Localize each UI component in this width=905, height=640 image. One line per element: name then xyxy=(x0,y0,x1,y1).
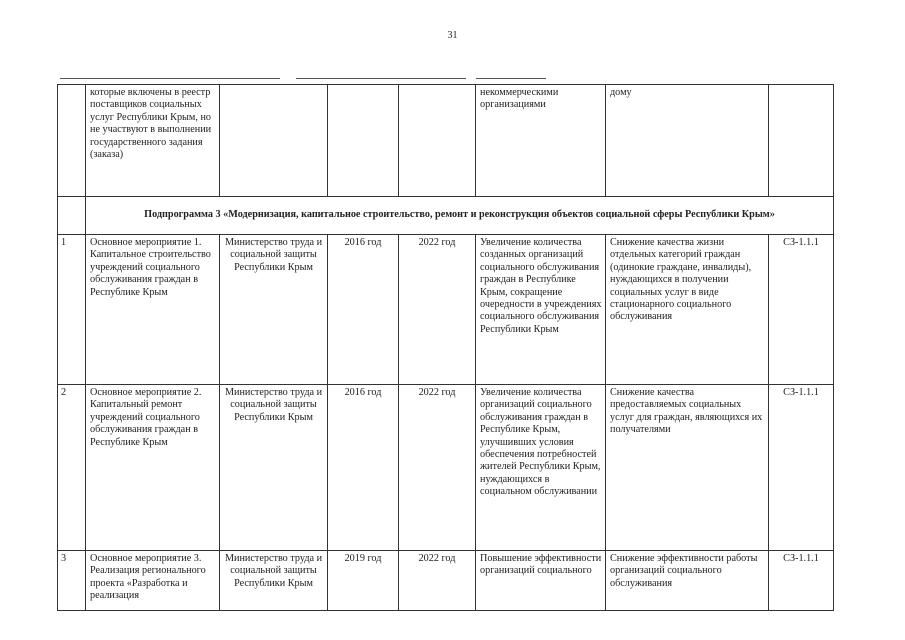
cell-event: Основное мероприятие 2. Капитальный ремонт учреждений социального обслуживания граждан в Республике Крым xyxy=(86,385,220,551)
subprogram-heading-row xyxy=(58,197,834,235)
cell-event: Основное мероприятие 3. Реализация регионального проекта «Разработка и реализация xyxy=(86,551,220,611)
cell-executor: Министерство труда и социальной защиты Республики Крым xyxy=(220,551,328,611)
cell-indicator xyxy=(769,85,834,197)
cell-indicator: СЗ-1.1.1 xyxy=(769,385,834,551)
cell-result: некоммерческими организациями xyxy=(476,85,606,197)
cell-indicator: СЗ-1.1.1 xyxy=(769,235,834,385)
cell-end xyxy=(399,85,476,197)
cell-num: 1 xyxy=(58,235,86,385)
cell-executor: Министерство труда и социальной защиты Республики Крым xyxy=(220,385,328,551)
subprogram-heading: Подпрограмма 3 «Модернизация, капитальное строительство, ремонт и реконструкция объектов социальной сферы Республики Крым» xyxy=(86,197,834,235)
table-row xyxy=(58,551,834,611)
cell-event: Основное мероприятие 1. Капитальное строительство учреждений социального обслуживания граждан в Республике Крым xyxy=(86,235,220,385)
cell-num: 3 xyxy=(58,551,86,611)
cell-start: 2016 год xyxy=(328,235,399,385)
table-row-continuation xyxy=(58,85,834,197)
cell-consequence: Снижение качества жизни отдельных категорий граждан (одинокие граждане, инвалиды), нуждающихся в получении социальных услуг в виде стационарного социального обслуживания xyxy=(606,235,769,385)
cell-result: Повышение эффективности организаций социального xyxy=(476,551,606,611)
cell-end: 2022 год xyxy=(399,385,476,551)
cell-num: 2 xyxy=(58,385,86,551)
cell-indicator: СЗ-1.1.1 xyxy=(769,551,834,611)
events-table xyxy=(57,84,834,611)
table-row xyxy=(58,235,834,385)
cell-event: которые включены в реестр поставщиков социальных услуг Республики Крым, но не участвуют в выполнении государственного задания (заказа) xyxy=(86,85,220,197)
cell-consequence: дому xyxy=(606,85,769,197)
cell-executor: Министерство труда и социальной защиты Республики Крым xyxy=(220,235,328,385)
cell-result: Увеличение количества организаций социального обслуживания граждан в Республике Крым, улучшивших условия обеспечения потребностей жителей Республики Крым, нуждающихся в социальном обслуживании xyxy=(476,385,606,551)
cell-executor xyxy=(220,85,328,197)
cell-start xyxy=(328,85,399,197)
table-row xyxy=(58,385,834,551)
cell-consequence: Снижение эффективности работы организаций социального обслуживания xyxy=(606,551,769,611)
cell-consequence: Снижение качества предоставляемых социальных услуг для граждан, являющихся их получателями xyxy=(606,385,769,551)
top-rule xyxy=(296,78,466,79)
cell-result: Увеличение количества созданных организаций социального обслуживания граждан в Республике Крым, сокращение очередности в учреждениях социального обслуживания Республики Крым xyxy=(476,235,606,385)
cell-num xyxy=(58,85,86,197)
cell-start: 2019 год xyxy=(328,551,399,611)
cell-end: 2022 год xyxy=(399,235,476,385)
top-rule xyxy=(476,78,546,79)
cell-start: 2016 год xyxy=(328,385,399,551)
cell-end: 2022 год xyxy=(399,551,476,611)
cell-num xyxy=(58,197,86,235)
top-rule xyxy=(60,78,280,79)
page-number: 31 xyxy=(447,30,458,41)
